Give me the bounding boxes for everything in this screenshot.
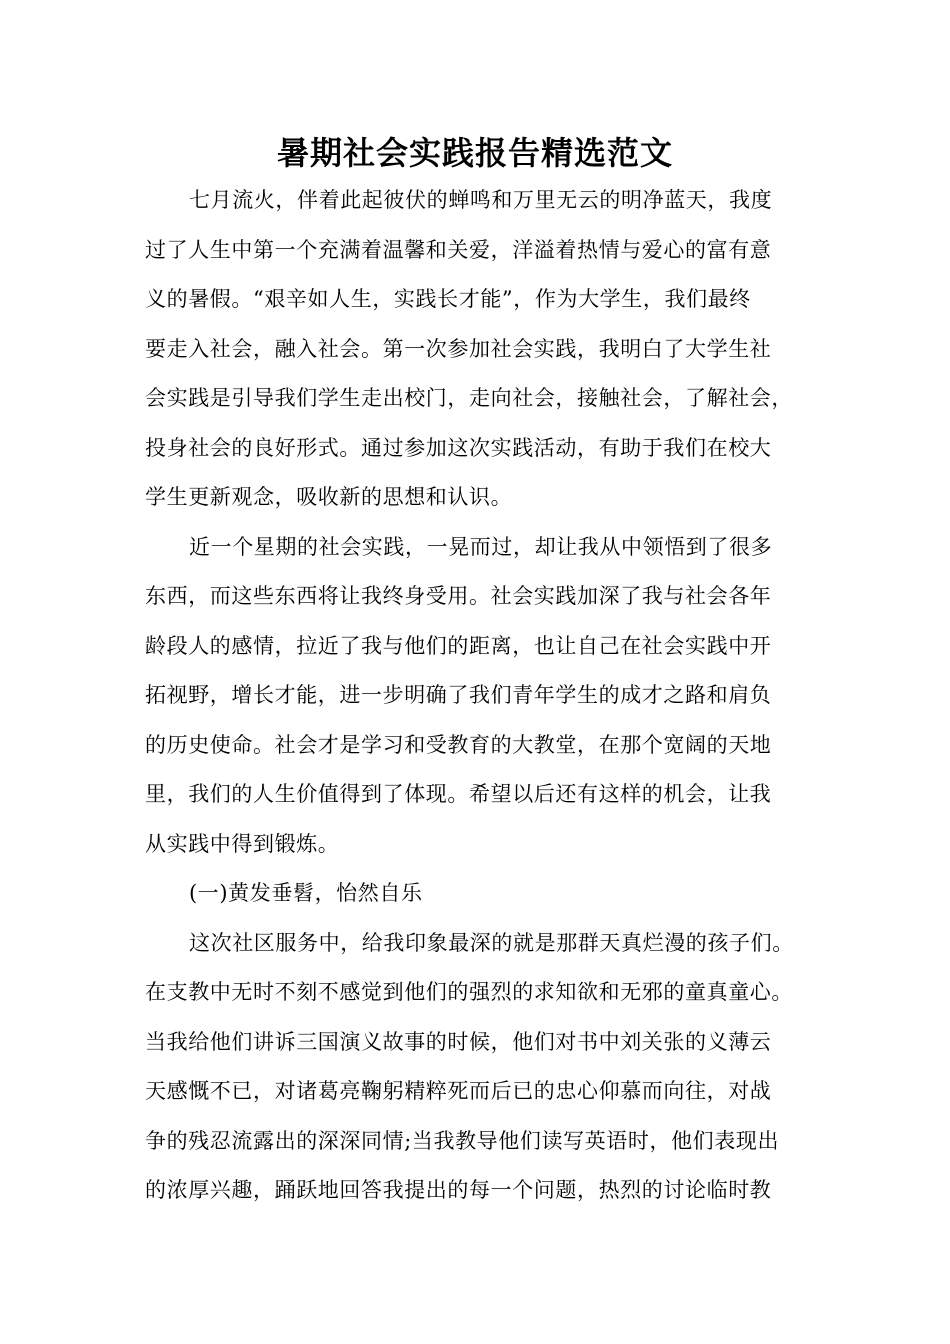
text-line: 学生更新观念，吸收新的思想和认识。 [145,485,513,509]
text-line: 当我给他们讲诉三国演义故事的时候，他们对书中刘关张的义薄云 [145,1029,772,1054]
text-line: 争的残忍流露出的深深同情;当我教导他们读写英语时，他们表现出 [145,1128,780,1153]
document-title: 暑期社会实践报告精选范文 [276,134,673,172]
text-line: 的浓厚兴趣，踊跃地回答我提出的每一个问题，热烈的讨论临时教 [145,1178,772,1202]
text-line: 七月流火，伴着此起彼伏的蝉鸣和万里无云的明净蓝天，我度 [189,188,773,212]
text-line: 会实践是引导我们学生走出校门，走向社会，接触社会，了解社会， [145,386,793,410]
text-line: 龄段人的感情，拉近了我与他们的距离，也让自己在社会实践中开 [145,633,772,658]
text-line: 里，我们的人生价值得到了体现。希望以后还有这样的机会，让我 [145,782,772,806]
text-line: 过了人生中第一个充满着温馨和关爱，洋溢着热情与爱心的富有意 [145,237,772,262]
text-line: 从实践中得到锻炼。 [145,831,340,856]
text-line: 天感慨不已，对诸葛亮鞠躬精粹死而后已的忠心仰慕而向往，对战 [145,1079,772,1103]
text-line: 近一个星期的社会实践，一晃而过，却让我从中领悟到了很多 [189,534,773,559]
text-line: 拓视野，增长才能，进一步明确了我们青年学生的成才之路和肩负 [145,683,772,707]
text-line: 这次社区服务中，给我印象最深的就是那群天真烂漫的孩子们。 [189,930,794,955]
text-line: 投身社会的良好形式。通过参加这次实践活动，有助于我们在校大 [145,435,772,460]
text-line: 的历史使命。社会才是学习和受教育的大教堂，在那个宽阔的天地 [145,732,772,757]
text-line: (一)黄发垂髫，怡然自乐 [189,881,423,905]
text-line: 东西，而这些东西将让我终身受用。社会实践加深了我与社会各年 [145,584,772,608]
text-line: 在支教中无时不刻不感觉到他们的强烈的求知欲和无邪的童真童心。 [145,980,793,1004]
text-line: 义的暑假。“艰辛如人生，实践长才能”，作为大学生，我们最终 [145,287,751,311]
text-line: 要走入社会，融入社会。第一次参加社会实践，我明白了大学生社 [145,336,772,361]
document-body [145,176,825,1216]
